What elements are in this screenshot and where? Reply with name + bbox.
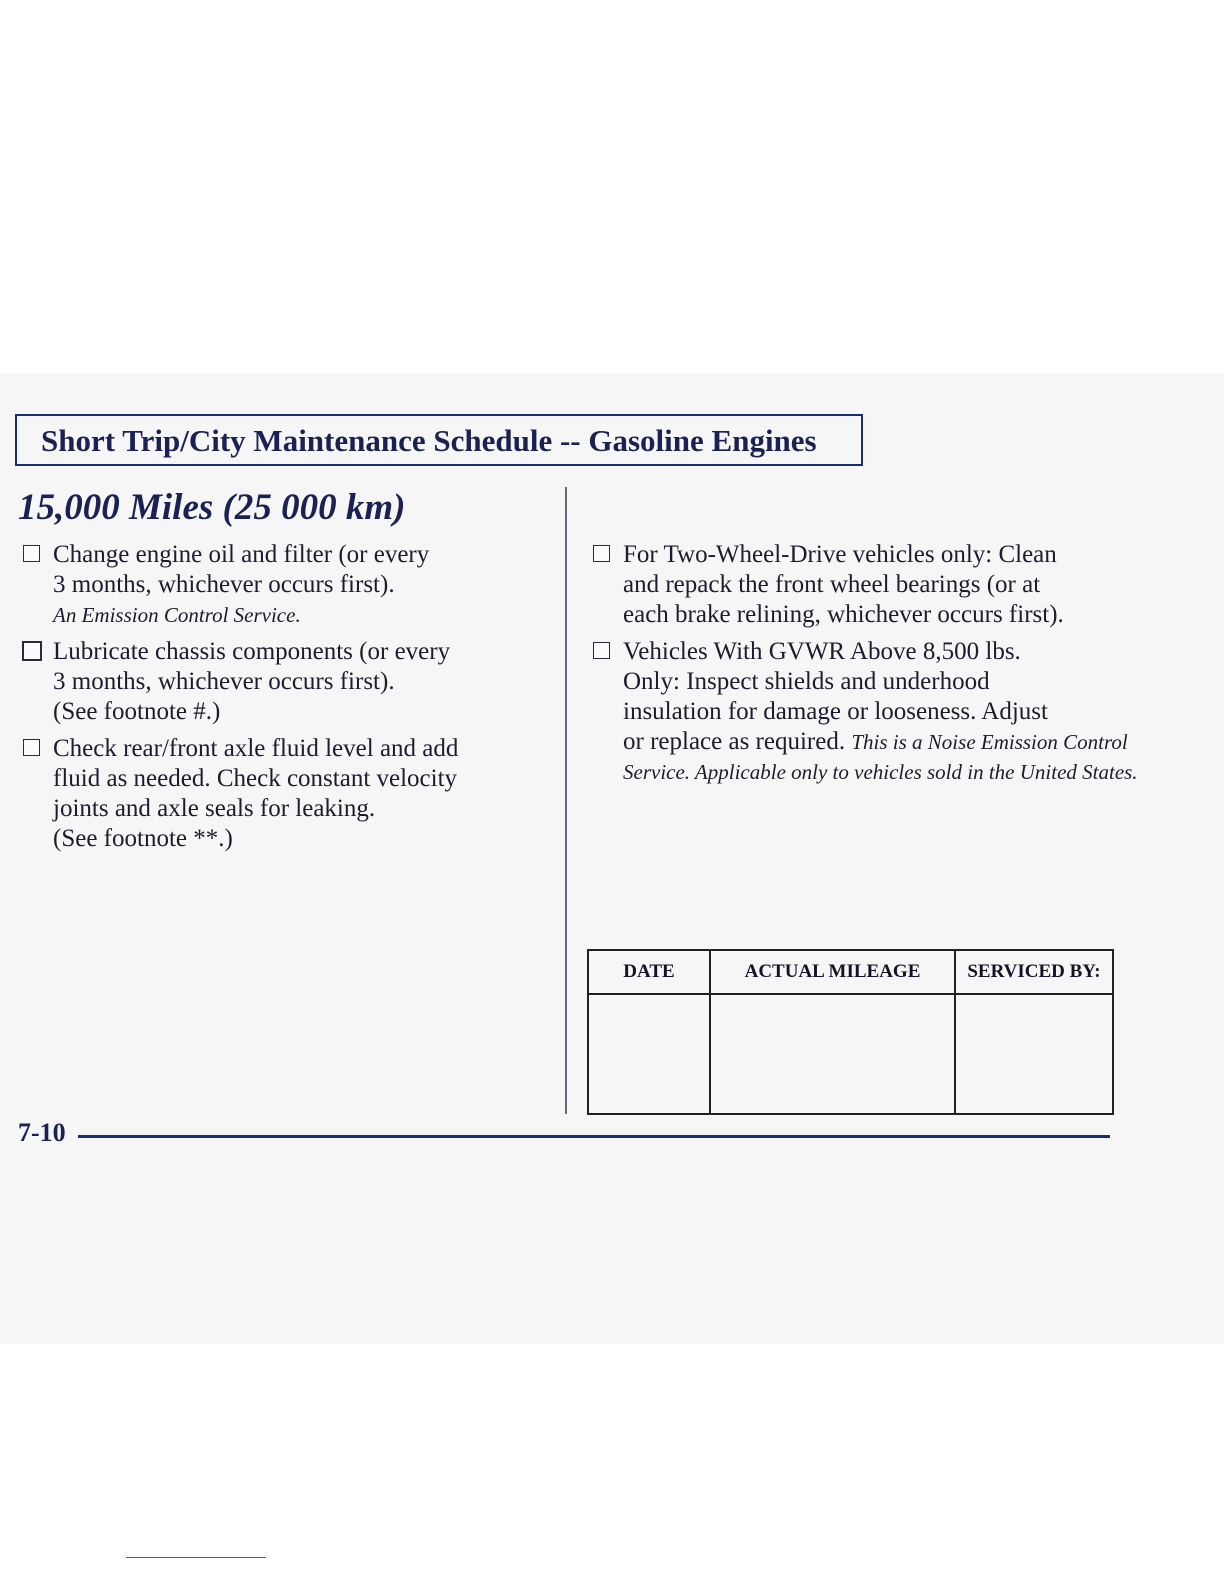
page-number: 7-10 <box>18 1118 66 1147</box>
serviced-by-header: SERVICED BY: <box>955 950 1113 994</box>
checkbox-icon[interactable] <box>593 642 610 659</box>
checkbox-icon[interactable] <box>23 545 40 562</box>
date-cell[interactable] <box>588 994 710 1114</box>
item-text: Vehicles With GVWR Above 8,500 lbs. Only: Inspect shields and underhood insulation for damage or looseness. Adjust or replace as required. <box>623 638 1048 755</box>
footer-rule <box>78 1135 1110 1138</box>
checklist-item-gvwr <box>590 637 1160 787</box>
item-note: An Emission Control Service. <box>53 603 301 627</box>
page-title: Short Trip/City Maintenance Schedule -- Gasoline Engines <box>15 414 863 466</box>
item-text: Change engine oil and filter (or every 3 months, whichever occurs first). <box>53 541 430 598</box>
column-divider <box>565 487 567 1114</box>
serviced-by-cell[interactable] <box>955 994 1113 1114</box>
checklist-item-wheel-bearings <box>590 540 1160 630</box>
item-text: Check rear/front axle fluid level and add fluid as needed. Check constant velocity joints and axle seals for leaking. (See footnote **.) <box>53 735 459 852</box>
actual-mileage-header: ACTUAL MILEAGE <box>710 950 955 994</box>
checkbox-icon[interactable] <box>593 545 610 562</box>
service-record-table <box>587 949 1114 1115</box>
item-note: This is a Noise Emission Control Service. Applicable only to vehicles sold in the United States. <box>623 730 1138 784</box>
date-header: DATE <box>588 950 710 994</box>
item-text: For Two-Wheel-Drive vehicles only: Clean and repack the front wheel bearings (or at each brake relining, whichever occurs first). <box>623 541 1064 628</box>
bottom-underline <box>126 1557 266 1558</box>
left-column <box>20 540 540 861</box>
table-row <box>588 994 1113 1114</box>
checklist-item-axle <box>20 734 540 854</box>
table-header-row <box>588 950 1113 994</box>
right-column <box>590 540 1160 794</box>
checklist-item-lubricate <box>20 637 540 727</box>
checkbox-icon[interactable] <box>23 739 40 756</box>
checkbox-icon[interactable] <box>22 641 42 661</box>
checklist-item-oil <box>20 540 540 630</box>
mileage-heading: 15,000 Miles (25 000 km) <box>18 487 406 528</box>
actual-mileage-cell[interactable] <box>710 994 955 1114</box>
item-text: Lubricate chassis components (or every 3 months, whichever occurs first). (See footnote #.) <box>53 638 451 725</box>
